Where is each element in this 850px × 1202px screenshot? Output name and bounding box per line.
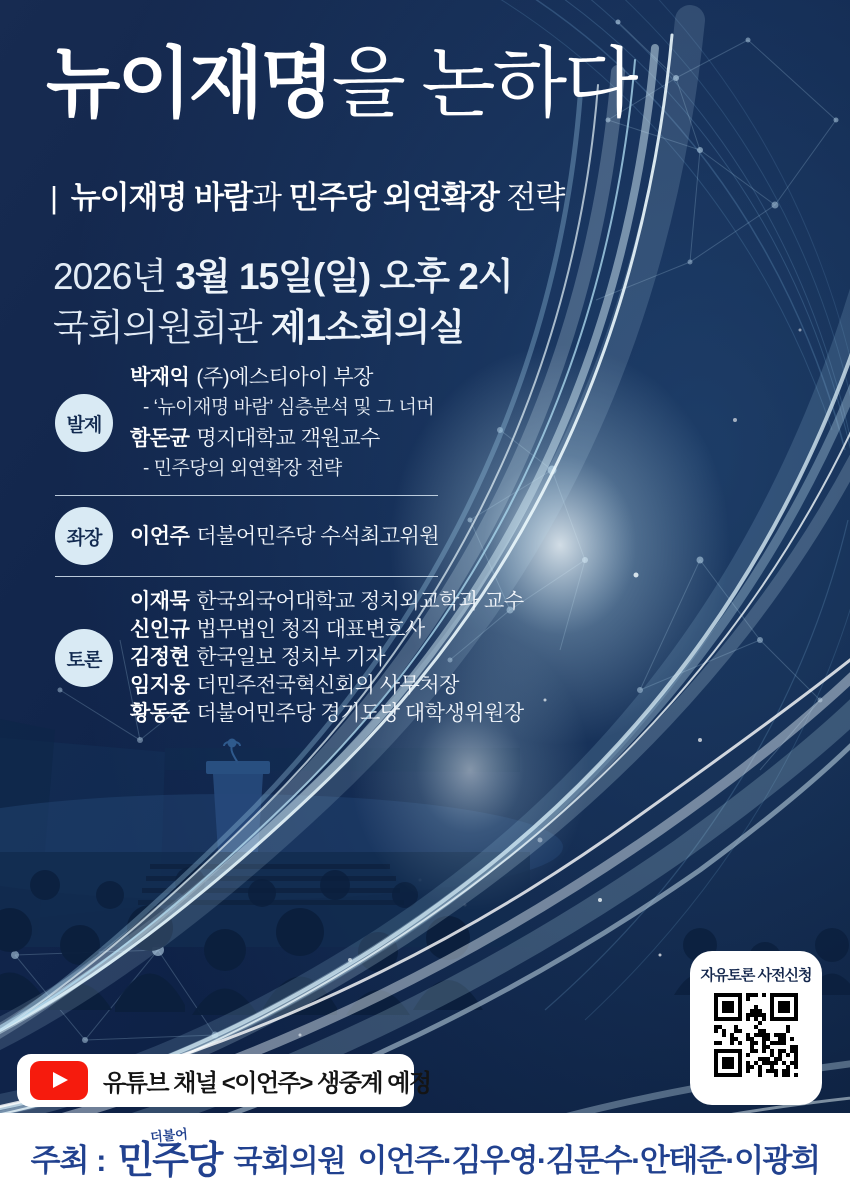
host-line — [30, 1125, 820, 1182]
speaker-topic: - 민주당의 외연확장 전략 — [143, 458, 342, 479]
debate-badge: 토론 — [55, 629, 113, 687]
youtube-icon — [30, 1061, 88, 1100]
host-footer — [0, 1113, 850, 1202]
host-label: 주최 : — [30, 1143, 106, 1178]
speaker-line — [130, 700, 524, 728]
host-role: 국회의원 — [233, 1144, 346, 1178]
speaker-line — [130, 588, 524, 616]
subtitle-tail: 전략 — [506, 180, 565, 215]
speaker-topic: - ‘뉴이재명 바람’ 심층분석 및 그 너머 — [143, 397, 435, 418]
speaker-name: 이재묵 — [130, 590, 190, 613]
section-debate — [55, 588, 524, 728]
host-names: 이언주·김우영·김문수·안태준·이광희 — [357, 1143, 820, 1178]
venue-building: 국회의원회관 — [53, 307, 262, 348]
title-rest: 을 논하다 — [331, 41, 636, 127]
event-year: 2026년 — [53, 256, 167, 297]
event-venue — [53, 297, 464, 351]
speaker-title: 더불어민주당 수석최고위원 — [196, 524, 440, 548]
event-datetime — [53, 246, 513, 300]
speaker-line — [130, 423, 455, 454]
speaker-title: 더민주전국혁신회의 사무처장 — [196, 674, 459, 697]
speaker-title: 더불어민주당 경기도당 대학생위원장 — [196, 702, 524, 725]
presentation-badge: 발제 — [55, 394, 113, 452]
speaker-title: 명지대학교 객원교수 — [196, 427, 380, 450]
debate-speakers — [130, 588, 524, 728]
subtitle-conj: 과 — [251, 180, 281, 215]
qr-signup-card — [690, 951, 822, 1105]
speaker-name: 김정현 — [130, 646, 190, 669]
speaker-name: 신인규 — [130, 618, 190, 641]
speaker-name: 함돈균 — [130, 427, 190, 450]
speaker-name: 임지웅 — [130, 674, 190, 697]
youtube-banner — [17, 1054, 431, 1107]
section-presentation — [55, 362, 455, 484]
page-title — [46, 42, 635, 127]
title-emphasis: 뉴이재명 — [46, 41, 332, 127]
speaker-title: 한국외국어대학교 정치외교학과 교수 — [196, 590, 524, 613]
speaker-title: 법무법인 청직 대표변호사 — [196, 618, 425, 641]
qr-signup-label: 자유토론 사전신청 — [700, 967, 812, 984]
section-chair — [55, 507, 455, 565]
chair-speakers — [130, 521, 455, 552]
divider — [55, 495, 438, 496]
speaker-name: 박재익 — [130, 366, 190, 389]
event-time: 오후 2시 — [379, 256, 513, 297]
speaker-line — [130, 616, 524, 644]
qr-code — [714, 993, 798, 1077]
presentation-speakers — [130, 362, 455, 484]
subtitle-bar: | — [50, 180, 58, 215]
subtitle-topic-2: 민주당 외연확장 — [288, 180, 499, 215]
party-logo-main: 민주당 — [117, 1139, 222, 1182]
speaker-title: (주)에스티아이 부장 — [196, 366, 373, 389]
party-logo — [117, 1125, 222, 1182]
venue-room: 제1소회의실 — [270, 307, 465, 348]
chair-badge: 좌장 — [55, 507, 113, 565]
speaker-name: 황동준 — [130, 702, 190, 725]
program — [55, 362, 524, 728]
divider — [55, 576, 438, 577]
speaker-line — [130, 672, 524, 700]
subtitle-topic-1: 뉴이재명 바람 — [70, 180, 252, 215]
event-date: 3월 15일(일) — [175, 256, 371, 297]
subtitle — [50, 172, 564, 217]
party-logo-top: 더불어 — [150, 1125, 189, 1145]
youtube-text: 유튜브 채널 <이언주> 생중계 예정 — [103, 1070, 431, 1097]
speaker-title: 한국일보 정치부 기자 — [196, 646, 386, 669]
speaker-line — [130, 362, 455, 393]
speaker-line — [130, 644, 524, 672]
speaker-name: 이언주 — [130, 524, 190, 548]
speaker-line — [130, 521, 455, 552]
